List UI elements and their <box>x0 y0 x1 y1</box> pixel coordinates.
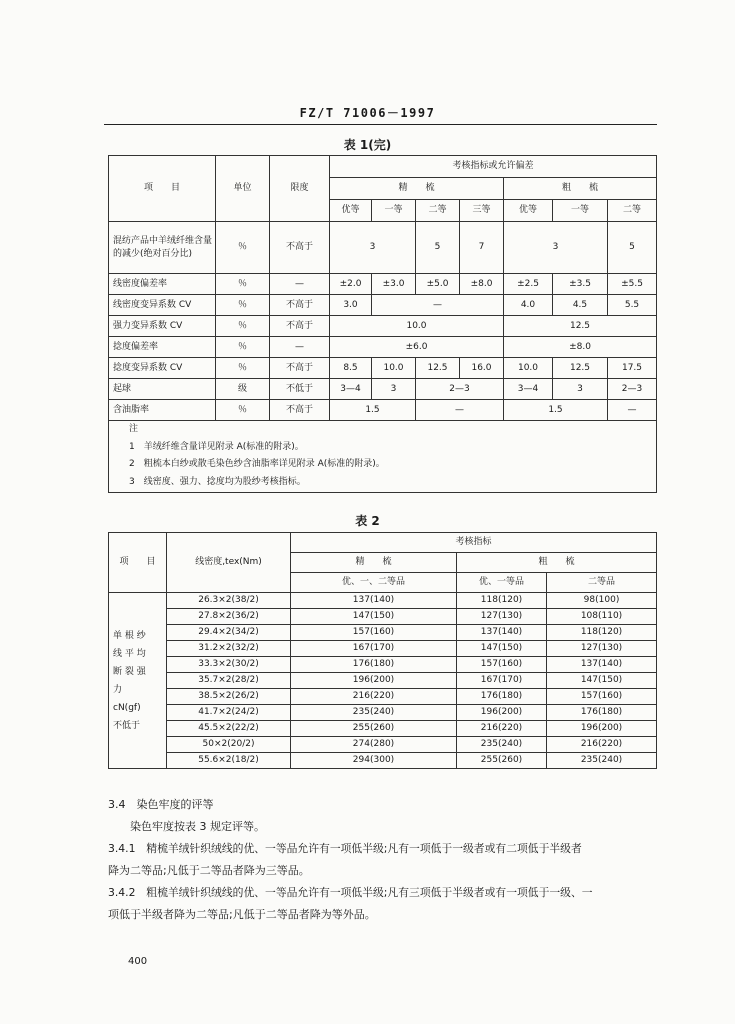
t1-note: 1 羊绒纤维含量详见附录 A(标准的附录)。 <box>129 441 304 452</box>
t1-head-fine: 精 梳 <box>330 178 504 200</box>
t1-item: 混纺产品中羊绒纤维含量的减少(绝对百分比) <box>109 222 216 274</box>
t2-val: 176(180) <box>291 657 457 673</box>
t2-head-fine: 精 梳 <box>291 553 457 573</box>
t2-val: 235(240) <box>457 737 547 753</box>
t1-unit: 级 <box>216 379 270 400</box>
t2-row <box>109 625 657 641</box>
t1-val: ±5.5 <box>608 274 657 295</box>
t1-row <box>109 274 657 295</box>
t2-val: 118(120) <box>457 593 547 609</box>
t2-row <box>109 689 657 705</box>
t2-row <box>109 673 657 689</box>
t2-density: 27.8×2(36/2) <box>167 609 291 625</box>
t2-density: 31.2×2(32/2) <box>167 641 291 657</box>
section-3-4-2-line1: 3.4.2 粗梳羊绒针织绒线的优、一等品允许有一项低半级;凡有三项低于半级者或有一项低于一级、一 <box>108 886 593 899</box>
t2-val: 216(220) <box>457 721 547 737</box>
t2-density: 35.7×2(28/2) <box>167 673 291 689</box>
t2-item-line: 线 平 均 <box>113 648 146 659</box>
t2-density: 55.6×2(18/2) <box>167 753 291 769</box>
t1-grade: 二等 <box>416 200 460 222</box>
t1-grade: 二等 <box>608 200 657 222</box>
t1-val: 5 <box>608 222 657 274</box>
section-3-4-heading: 3.4 染色牢度的评等 <box>108 798 214 811</box>
t1-unit: ％ <box>216 358 270 379</box>
t1-val: 16.0 <box>460 358 504 379</box>
t2-val: 216(220) <box>547 737 657 753</box>
t2-row <box>109 737 657 753</box>
t1-note: 2 粗梳本白纱或散毛染色纱含油脂率详见附录 A(标准的附录)。 <box>129 459 385 470</box>
t1-item: 捻度变异系数 CV <box>109 358 216 379</box>
section-3-4-1-line2: 降为二等品;凡低于二等品者降为三等品。 <box>108 864 310 877</box>
t2-val: 274(280) <box>291 737 457 753</box>
t2-item-cell <box>109 593 167 769</box>
t2-row <box>109 593 657 609</box>
page-number: 400 <box>128 956 148 967</box>
t2-val: 157(160) <box>457 657 547 673</box>
t2-density: 41.7×2(24/2) <box>167 705 291 721</box>
t1-val: 5.5 <box>608 295 657 316</box>
t1-val: 4.5 <box>553 295 608 316</box>
t1-val: 2—3 <box>416 379 504 400</box>
t2-row <box>109 721 657 737</box>
t2-row <box>109 609 657 625</box>
t2-head-coarse: 粗 梳 <box>457 553 657 573</box>
t1-val: ±3.0 <box>372 274 416 295</box>
t2-val: 196(200) <box>547 721 657 737</box>
t1-val: 12.5 <box>553 358 608 379</box>
t1-val: 3—4 <box>504 379 553 400</box>
t1-grade: 一等 <box>372 200 416 222</box>
section-3-4-2-line2: 项低于半级者降为二等品;凡低于二等品者降为等外品。 <box>108 908 376 921</box>
t2-sub-fine: 优、一、二等品 <box>291 573 457 593</box>
t2-val: 108(110) <box>547 609 657 625</box>
t1-unit: ％ <box>216 222 270 274</box>
t2-density: 45.5×2(22/2) <box>167 721 291 737</box>
t2-val: 147(150) <box>457 641 547 657</box>
t1-limit: 不高于 <box>270 400 330 421</box>
t1-val: ±5.0 <box>416 274 460 295</box>
t1-val: ±2.5 <box>504 274 553 295</box>
t2-density: 29.4×2(34/2) <box>167 625 291 641</box>
t2-val: 176(180) <box>457 689 547 705</box>
t2-val: 147(150) <box>291 609 457 625</box>
standard-number: FZ/T 71006－1997 <box>299 106 436 120</box>
t1-val: 3 <box>372 379 416 400</box>
t2-val: 167(170) <box>291 641 457 657</box>
t2-val: 196(200) <box>291 673 457 689</box>
t1-grade: 优等 <box>330 200 372 222</box>
t1-val: 4.0 <box>504 295 553 316</box>
t1-val: 10.0 <box>504 358 553 379</box>
body-text <box>108 794 668 926</box>
t1-limit: 不高于 <box>270 316 330 337</box>
t2-val: 294(300) <box>291 753 457 769</box>
t2-item-line: cN(gf) <box>113 702 141 713</box>
t1-val: 8.5 <box>330 358 372 379</box>
t2-val: 147(150) <box>547 673 657 689</box>
t1-item: 强力变异系数 CV <box>109 316 216 337</box>
t2-val: 98(100) <box>547 593 657 609</box>
t2-row <box>109 753 657 769</box>
t2-head-item: 项 目 <box>109 533 167 593</box>
t2-val: 157(160) <box>547 689 657 705</box>
t1-note: 3 线密度、强力、捻度均为股纱考核指标。 <box>129 477 306 488</box>
t1-item: 起球 <box>109 379 216 400</box>
t2-item-line: 不低于 <box>113 720 141 731</box>
t2-val: 137(140) <box>457 625 547 641</box>
t2-sub-coarse2: 二等品 <box>547 573 657 593</box>
t1-unit: ％ <box>216 400 270 421</box>
t1-val: ±8.0 <box>460 274 504 295</box>
t1-val: 3—4 <box>330 379 372 400</box>
t1-val: 3 <box>504 222 608 274</box>
table1 <box>108 155 657 493</box>
t2-val: 118(120) <box>547 625 657 641</box>
table1-caption: 表 1(完) <box>343 138 392 152</box>
t1-item: 线密度偏差率 <box>109 274 216 295</box>
t1-item: 捻度偏差率 <box>109 337 216 358</box>
t2-val: 127(130) <box>547 641 657 657</box>
t2-val: 167(170) <box>457 673 547 689</box>
t2-val: 196(200) <box>457 705 547 721</box>
t1-row <box>109 222 657 274</box>
t1-row <box>109 400 657 421</box>
t1-val: ±6.0 <box>330 337 504 358</box>
header-rule <box>104 124 657 125</box>
t1-notes-row <box>109 421 657 493</box>
t1-unit: ％ <box>216 337 270 358</box>
t1-val: 1.5 <box>504 400 608 421</box>
t1-val: 7 <box>460 222 504 274</box>
t1-grade: 一等 <box>553 200 608 222</box>
t1-val: 3 <box>553 379 608 400</box>
t1-val: ±2.0 <box>330 274 372 295</box>
t2-item-line: 断 裂 强 <box>113 666 146 677</box>
t1-row <box>109 337 657 358</box>
t1-limit: 不高于 <box>270 358 330 379</box>
t1-val: 12.5 <box>416 358 460 379</box>
t1-val: 10.0 <box>372 358 416 379</box>
t1-val: — <box>608 400 657 421</box>
t1-val: — <box>372 295 504 316</box>
t1-limit: 不高于 <box>270 222 330 274</box>
t1-val: 5 <box>416 222 460 274</box>
t1-row <box>109 316 657 337</box>
t1-head-unit: 单位 <box>216 156 270 222</box>
t2-density: 26.3×2(38/2) <box>167 593 291 609</box>
t1-item: 线密度变异系数 CV <box>109 295 216 316</box>
t1-row <box>109 295 657 316</box>
t1-head-item: 项 目 <box>109 156 216 222</box>
t2-item-line: 单 根 纱 <box>113 630 146 641</box>
t2-density: 50×2(20/2) <box>167 737 291 753</box>
t1-note: 注 <box>129 424 139 434</box>
t2-val: 137(140) <box>291 593 457 609</box>
t1-val: 12.5 <box>504 316 657 337</box>
t1-head-limit: 限度 <box>270 156 330 222</box>
t1-val: 10.0 <box>330 316 504 337</box>
t1-limit: — <box>270 274 330 295</box>
t1-val: 3 <box>330 222 416 274</box>
t2-val: 127(130) <box>457 609 547 625</box>
t2-val: 255(260) <box>291 721 457 737</box>
t1-row <box>109 379 657 400</box>
t1-val: — <box>416 400 504 421</box>
t2-val: 176(180) <box>547 705 657 721</box>
section-3-4-1-line1: 3.4.1 精梳羊绒针织绒线的优、一等品允许有一项低半级;凡有一项低于一级者或有二项低于半级者 <box>108 842 582 855</box>
t1-val: 1.5 <box>330 400 416 421</box>
t1-item: 含油脂率 <box>109 400 216 421</box>
t2-val: 216(220) <box>291 689 457 705</box>
t2-row <box>109 641 657 657</box>
t2-val: 255(260) <box>457 753 547 769</box>
t1-unit: ％ <box>216 295 270 316</box>
t1-val: ±8.0 <box>504 337 657 358</box>
t1-grade: 三等 <box>460 200 504 222</box>
t1-val: 2—3 <box>608 379 657 400</box>
t1-limit: — <box>270 337 330 358</box>
t2-val: 235(240) <box>291 705 457 721</box>
t1-val: 3.0 <box>330 295 372 316</box>
t1-limit: 不低于 <box>270 379 330 400</box>
table2 <box>108 532 657 769</box>
t2-row <box>109 705 657 721</box>
t2-head-density: 线密度,tex(Nm) <box>167 533 291 593</box>
table2-caption: 表 2 <box>355 514 380 528</box>
t2-item-line: 力 <box>113 684 123 695</box>
t1-val: 17.5 <box>608 358 657 379</box>
t2-density: 33.3×2(30/2) <box>167 657 291 673</box>
t1-unit: ％ <box>216 316 270 337</box>
section-3-4-text: 染色牢度按表 3 规定评等。 <box>130 820 265 833</box>
t1-grade: 优等 <box>504 200 553 222</box>
t2-sub-coarse1: 优、一等品 <box>457 573 547 593</box>
t2-density: 38.5×2(26/2) <box>167 689 291 705</box>
t2-val: 157(160) <box>291 625 457 641</box>
t1-limit: 不高于 <box>270 295 330 316</box>
t2-row <box>109 657 657 673</box>
t1-head-group: 考核指标或允许偏差 <box>330 156 657 178</box>
t1-head-coarse: 粗 梳 <box>504 178 657 200</box>
t2-val: 137(140) <box>547 657 657 673</box>
t1-notes <box>109 421 657 493</box>
t1-val: ±3.5 <box>553 274 608 295</box>
t2-val: 235(240) <box>547 753 657 769</box>
t1-row <box>109 358 657 379</box>
t1-unit: ％ <box>216 274 270 295</box>
t2-head-group: 考核指标 <box>291 533 657 553</box>
